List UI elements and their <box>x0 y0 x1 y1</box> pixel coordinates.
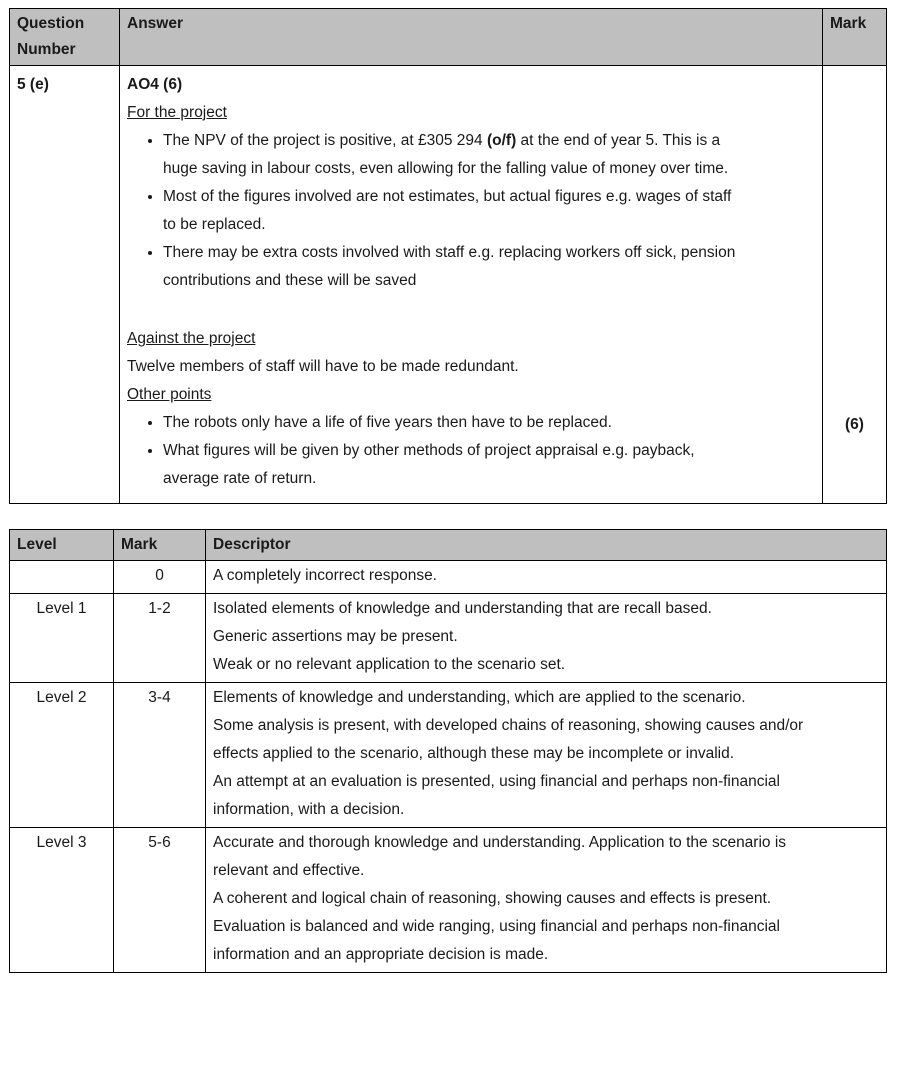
mark-cell <box>823 66 887 504</box>
for-bullet-list <box>127 127 815 295</box>
header-question-number: Question Number <box>10 9 120 66</box>
descriptor-paragraph: Some analysis is present, with developed chains of reasoning, showing causes and/or effects applied to the scenario, although these may be incomplete or invalid. <box>213 717 804 762</box>
answer-cell <box>120 66 823 504</box>
header-mark: Mark <box>823 9 887 66</box>
descriptor-paragraph: Isolated elements of knowledge and understanding that are recall based. <box>213 600 712 617</box>
level-row <box>10 683 887 828</box>
against-text: Twelve members of staff will have to be made redundant. <box>127 358 519 375</box>
descriptor-paragraph: Accurate and thorough knowledge and understanding. Application to the scenario is relevant and effective. <box>213 834 787 879</box>
for-the-project-heading: For the project <box>127 104 227 121</box>
descriptor-paragraph: Elements of knowledge and understanding, which are applied to the scenario. <box>213 689 746 706</box>
bullet-item <box>163 183 738 239</box>
other-bullet-list <box>127 409 815 493</box>
against-the-project-heading: Against the project <box>127 330 256 347</box>
level-mark-cell: 1-2 <box>114 594 206 683</box>
level-cell: Level 1 <box>10 594 114 683</box>
bullet-item: • What figures will be given by other methods of project appraisal e.g. payback, average rate of return. <box>163 437 738 493</box>
bullet-text: Most of the figures involved are not estimates, but actual figures e.g. wages of staff to be replaced. <box>163 188 732 233</box>
levels-table-header-row <box>10 530 887 561</box>
ao-heading: AO4 (6) <box>127 76 183 93</box>
header-level-mark: Mark <box>114 530 206 561</box>
bullet-text: There may be extra costs involved with staff e.g. replacing workers off sick, pension contributions and these will be saved <box>163 244 736 289</box>
question-number-cell: 5 (e) <box>10 66 120 504</box>
bullet-text-bold: (o/f) <box>486 132 517 149</box>
level-row <box>10 561 887 594</box>
mark-value: (6) <box>845 416 864 433</box>
bullet-item <box>163 127 738 183</box>
level-mark-cell: 3-4 <box>114 683 206 828</box>
bullet-item <box>163 239 738 295</box>
descriptor-paragraph: Weak or no relevant application to the scenario set. <box>213 656 566 673</box>
blank-line-spacer <box>127 295 815 325</box>
descriptor-paragraph: An attempt at an evaluation is presented, using financial and perhaps non-financial information, with a decision. <box>213 773 780 818</box>
header-level: Level <box>10 530 114 561</box>
descriptor-cell <box>206 828 887 973</box>
level-row <box>10 594 887 683</box>
bullet-text: at the end of year 5. This is a huge saving in labour costs, even allowing for the falling value of money over time. <box>163 132 729 177</box>
level-cell: Level 3 <box>10 828 114 973</box>
bullet-text: The NPV of the project is positive, at £305 294 <box>163 132 487 149</box>
level-cell <box>10 561 114 594</box>
answer-table <box>9 8 887 504</box>
bullet-item: • The robots only have a life of five years then have to be replaced. <box>163 409 738 437</box>
header-answer: Answer <box>120 9 823 66</box>
descriptor-paragraph: Evaluation is balanced and wide ranging, using financial and perhaps non-financial information and an appropriate decision is made. <box>213 918 780 963</box>
level-mark-cell: 5-6 <box>114 828 206 973</box>
level-row <box>10 828 887 973</box>
descriptor-cell <box>206 683 887 828</box>
levels-table <box>9 529 887 973</box>
answer-table-header-row <box>10 9 887 66</box>
descriptor-cell <box>206 561 887 594</box>
other-points-heading: Other points <box>127 386 212 403</box>
header-descriptor: Descriptor <box>206 530 887 561</box>
descriptor-paragraph: A coherent and logical chain of reasoning, showing causes and effects is present. <box>213 890 772 907</box>
answer-row <box>10 66 887 504</box>
level-mark-cell: 0 <box>114 561 206 594</box>
descriptor-paragraph: A completely incorrect response. <box>213 567 437 584</box>
level-cell: Level 2 <box>10 683 114 828</box>
descriptor-cell <box>206 594 887 683</box>
descriptor-paragraph: Generic assertions may be present. <box>213 628 458 645</box>
